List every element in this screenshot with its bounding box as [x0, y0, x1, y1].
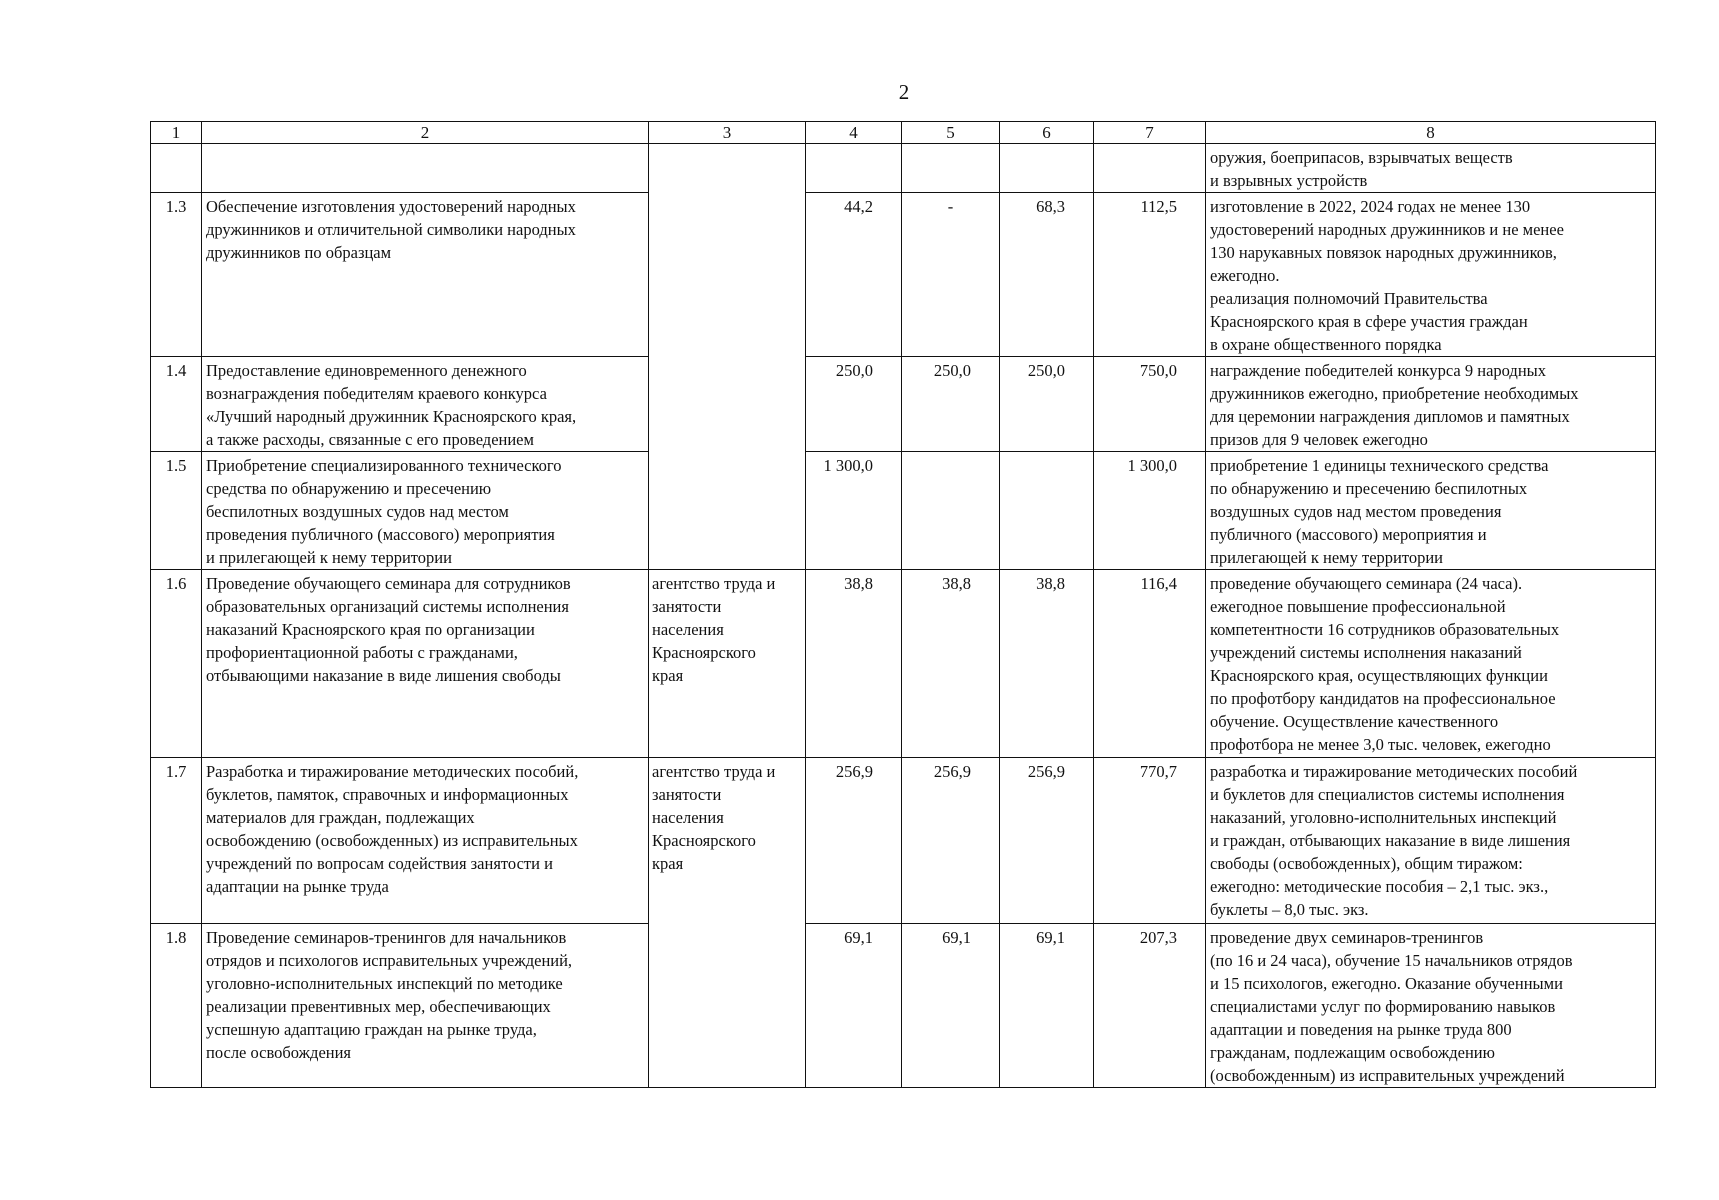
value-col-7: 770,7	[1094, 758, 1206, 924]
col-header-8: 8	[1206, 122, 1656, 144]
row-index: 1.8	[151, 924, 202, 1088]
row-index	[151, 144, 202, 193]
value-col-7	[1094, 144, 1206, 193]
activity-name: Проведение семинаров-тренингов для начальников отрядов и психологов исправительных учреждений, уголовно-исполнительных инспекций по методике реализации превентивных мер, обеспечивающих успешную адаптацию граждан на рынке труда, после освобождения	[202, 924, 649, 1088]
value-col-7: 750,0	[1094, 357, 1206, 452]
col-header-1: 1	[151, 122, 202, 144]
row-index: 1.5	[151, 452, 202, 570]
row-index: 1.4	[151, 357, 202, 452]
expected-result: оружия, боеприпасов, взрывчатых веществ и взрывных устройств	[1206, 144, 1656, 193]
activity-name: Предоставление единовременного денежного вознаграждения победителям краевого конкурса «Лучший народный дружинник Красноярского края, а также расходы, связанные с его проведением	[202, 357, 649, 452]
row-index: 1.3	[151, 193, 202, 357]
col-header-5: 5	[902, 122, 1000, 144]
value-col-6	[1000, 452, 1094, 570]
activity-name	[202, 144, 649, 193]
value-col-4: 250,0	[806, 357, 902, 452]
value-col-5: 250,0	[902, 357, 1000, 452]
value-col-4: 69,1	[806, 924, 902, 1088]
row-index: 1.7	[151, 758, 202, 924]
expected-result: проведение двух семинаров-тренингов (по 16 и 24 часа), обучение 15 начальников отрядов и 15 психологов, ежегодно. Оказание обученными специалистами услуг по формированию навыков адаптации и поведения на рынке труда 800 гражданам, подлежащим освобождению (освобожденным) из исправительных учреждений	[1206, 924, 1656, 1088]
row-index: 1.6	[151, 570, 202, 758]
value-col-7: 207,3	[1094, 924, 1206, 1088]
col-header-3: 3	[649, 122, 806, 144]
header-row	[151, 122, 1656, 144]
expected-result: разработка и тиражирование методических пособий и буклетов для специалистов системы исполнения наказаний, уголовно-исполнительных инспекций и граждан, отбывающих наказание в виде лишения свободы (освобожденных), общим тиражом: ежегодно: методические пособия – 2,1 тыс. экз., буклеты – 8,0 тыс. экз.	[1206, 758, 1656, 924]
activity-name: Обеспечение изготовления удостоверений народных дружинников и отличительной символики народных дружинников по образцам	[202, 193, 649, 357]
table-row	[151, 570, 1656, 758]
table-row	[151, 758, 1656, 924]
col-header-7: 7	[1094, 122, 1206, 144]
activity-name: Приобретение специализированного технического средства по обнаружению и пресечению беспилотных воздушных судов над местом проведения публичного (массового) мероприятия и прилегающей к нему территории	[202, 452, 649, 570]
table-row	[151, 924, 1656, 1088]
value-col-6: 250,0	[1000, 357, 1094, 452]
value-col-5: 256,9	[902, 758, 1000, 924]
value-col-4: 44,2	[806, 193, 902, 357]
value-col-6: 68,3	[1000, 193, 1094, 357]
value-col-5: 69,1	[902, 924, 1000, 1088]
col-header-2: 2	[202, 122, 649, 144]
col-header-4: 4	[806, 122, 902, 144]
expected-result: проведение обучающего семинара (24 часа). ежегодное повышение профессиональной компетентности 16 сотрудников образовательных учреждений системы исполнения наказаний Красноярского края, осуществляющих функции по профотбору кандидатов на профессиональное обучение. Осуществление качественного профотбора не менее 3,0 тыс. человек, ежегодно	[1206, 570, 1656, 758]
value-col-7: 1 300,0	[1094, 452, 1206, 570]
value-col-5	[902, 144, 1000, 193]
value-col-6: 38,8	[1000, 570, 1094, 758]
table-row	[151, 452, 1656, 570]
activity-name: Проведение обучающего семинара для сотрудников образовательных организаций системы исполнения наказаний Красноярского края по организации профориентационной работы с гражданами, отбывающими наказание в виде лишения свободы	[202, 570, 649, 758]
value-col-6	[1000, 144, 1094, 193]
executor-cell: агентство труда и занятости населения Красноярского края	[649, 758, 806, 1088]
executor-cell: агентство труда и занятости населения Красноярского края	[649, 570, 806, 758]
table-row	[151, 144, 1656, 193]
value-col-5	[902, 452, 1000, 570]
value-col-6: 256,9	[1000, 758, 1094, 924]
value-col-6: 69,1	[1000, 924, 1094, 1088]
program-table	[150, 121, 1656, 1088]
value-col-4	[806, 144, 902, 193]
executor-cell	[649, 144, 806, 570]
value-col-5: 38,8	[902, 570, 1000, 758]
expected-result: изготовление в 2022, 2024 годах не менее 130 удостоверений народных дружинников и не менее 130 нарукавных повязок народных дружинников, ежегодно. реализация полномочий Правительства Красноярского края в сфере участия граждан в охране общественного порядка	[1206, 193, 1656, 357]
table-row	[151, 193, 1656, 357]
expected-result: приобретение 1 единицы технического средства по обнаружению и пресечению беспилотных воздушных судов над местом проведения публичного (массового) мероприятия и прилегающей к нему территории	[1206, 452, 1656, 570]
value-col-4: 1 300,0	[806, 452, 902, 570]
expected-result: награждение победителей конкурса 9 народных дружинников ежегодно, приобретение необходимых для церемонии награждения дипломов и памятных призов для 9 человек ежегодно	[1206, 357, 1656, 452]
col-header-6: 6	[1000, 122, 1094, 144]
value-col-5: -	[902, 193, 1000, 357]
table-row	[151, 357, 1656, 452]
page-number: 2	[898, 80, 910, 104]
value-col-7: 116,4	[1094, 570, 1206, 758]
value-col-4: 38,8	[806, 570, 902, 758]
activity-name: Разработка и тиражирование методических пособий, буклетов, памяток, справочных и информационных материалов для граждан, подлежащих освобождению (освобожденных) из исправительных учреждений по вопросам содействия занятости и адаптации на рынке труда	[202, 758, 649, 924]
value-col-7: 112,5	[1094, 193, 1206, 357]
value-col-4: 256,9	[806, 758, 902, 924]
